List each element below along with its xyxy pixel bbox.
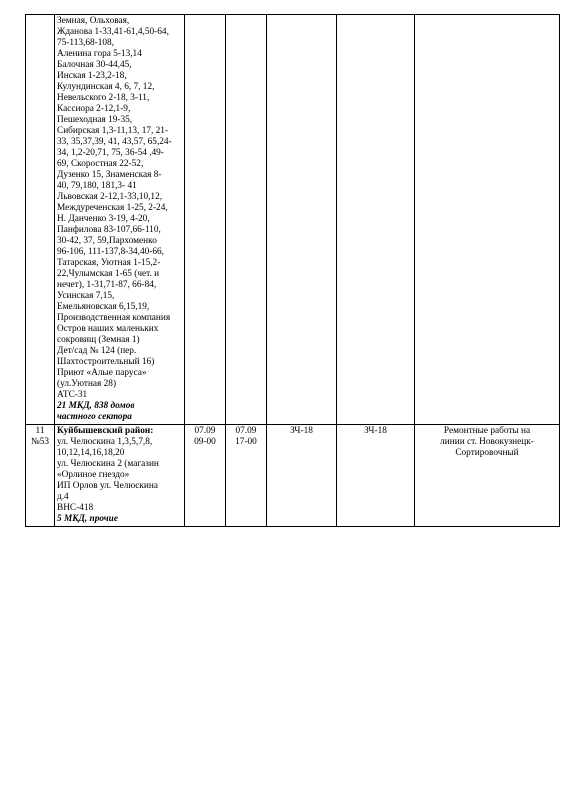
text-line: Сибирская 1,3-11,13, 17, 21-	[57, 126, 169, 136]
text-line: Жданова 1-33,41-61,4,50-64,	[57, 27, 169, 37]
text-line: 10,12,14,16,18,20	[57, 448, 125, 458]
text-line: д.4	[57, 492, 69, 502]
text-line: 33, 35,37,39, 41, 43,57, 65,24-	[57, 137, 172, 147]
row-number-cell	[26, 425, 55, 527]
text-line: Шахтостроительный 16)	[57, 357, 155, 367]
address-list	[57, 16, 182, 401]
date-to-cell	[226, 15, 267, 425]
text-line: Аленина гора 5-13,14	[57, 49, 142, 59]
text-line: АТС-31	[57, 390, 88, 400]
feeder-cell: ЗЧ-18	[337, 425, 415, 527]
text-line: Остров наших маленьких	[57, 324, 159, 334]
text-line: Кулундинская 4, 6, 7, 12,	[57, 82, 155, 92]
text-line: частного сектора	[57, 412, 132, 422]
address-list	[57, 437, 182, 514]
text-line: 07.09	[194, 426, 216, 436]
text-line: 30-42, 37, 59,Пархоменко	[57, 236, 157, 246]
address-cell	[55, 425, 185, 527]
text-line: Кассиора 2-12,1-9,	[57, 104, 131, 114]
text-line: 09-00	[194, 437, 216, 447]
summary-text	[57, 401, 182, 423]
date-from-cell	[185, 425, 226, 527]
text-line: ВНС-418	[57, 503, 94, 513]
text-line: ИП Орлов ул. Челюскина	[57, 481, 158, 491]
text-line: (ул.Уютная 28)	[57, 379, 117, 389]
feeder-cell	[337, 15, 415, 425]
district-title: Куйбышевский район:	[57, 426, 154, 436]
text-line: ул. Челюскина 1,3,5,7,8,	[57, 437, 153, 447]
date-to-cell	[226, 425, 267, 527]
text-line: Н. Данченко 3-19, 4-20,	[57, 214, 150, 224]
text-line: Пешеходная 19-35,	[57, 115, 133, 125]
text-line: Ремонтные работы на	[443, 426, 531, 436]
text-line: 75-113,68-108,	[57, 38, 114, 48]
text-line: Усинская 7,15,	[57, 291, 115, 301]
text-line: ул. Челюскина 2 (магазин	[57, 459, 159, 469]
text-line: 5 МКД, прочие	[57, 514, 118, 524]
date-from-cell	[185, 15, 226, 425]
text-line: Производственная компания	[57, 313, 171, 323]
text-line: 40, 79,180, 181,3- 41	[57, 181, 137, 191]
row-number-cell	[26, 15, 55, 425]
text-line: Инская 1-23,2-18,	[57, 71, 127, 81]
summary-text	[57, 514, 182, 525]
text-line: 21 МКД, 838 домов	[57, 401, 135, 411]
reason-cell	[415, 425, 560, 527]
text-line: Сортировочный	[455, 448, 519, 458]
address-cell	[55, 15, 185, 425]
text-line: «Орлиное гнездо»	[57, 470, 130, 480]
text-line: 07.09	[235, 426, 257, 436]
text-line: Дузенко 15, Знаменская 8-	[57, 170, 162, 180]
text-line: нечет), 1-31,71-87, 66-84,	[57, 280, 157, 290]
source-cell: ЗЧ-18	[267, 425, 337, 527]
text-line: 96-106, 111-137,8-34,40-66,	[57, 247, 164, 257]
text-line: 17-00	[235, 437, 257, 447]
text-line: 22,Чулымская 1-65 (чет. и	[57, 269, 160, 279]
text-line: сокровищ (Земная 1)	[57, 335, 140, 345]
text-line: линии ст. Новокузнецк-	[440, 437, 534, 447]
text-line: Балочная 30-44,45,	[57, 60, 132, 70]
text-line: Приют «Алые паруса»	[57, 368, 147, 378]
reason-cell	[415, 15, 560, 425]
table-row	[26, 425, 560, 527]
text-line: Львовская 2-12,1-33,10,12,	[57, 192, 163, 202]
text-line: 69, Скоростная 22-52,	[57, 159, 144, 169]
text-line: Татарская, Уютная 1-15,2-	[57, 258, 161, 268]
outage-table	[25, 14, 560, 527]
text-line: 11	[35, 426, 45, 436]
text-line: 34, 1,2-20,71, 75, 36-54 ,49-	[57, 148, 164, 158]
text-line: Земная, Ольховая,	[57, 16, 130, 26]
text-line: Панфилова 83-107,66-110,	[57, 225, 161, 235]
text-line: Невельского 2-18, 3-11,	[57, 93, 150, 103]
text-line: Дет/сад № 124 (пер.	[57, 346, 137, 356]
text-line: Емельяновская 6,15,19,	[57, 302, 150, 312]
source-cell	[267, 15, 337, 425]
text-line: №53	[30, 437, 50, 447]
text-line: Междуреченская 1-25, 2-24,	[57, 203, 168, 213]
table-row	[26, 15, 560, 425]
